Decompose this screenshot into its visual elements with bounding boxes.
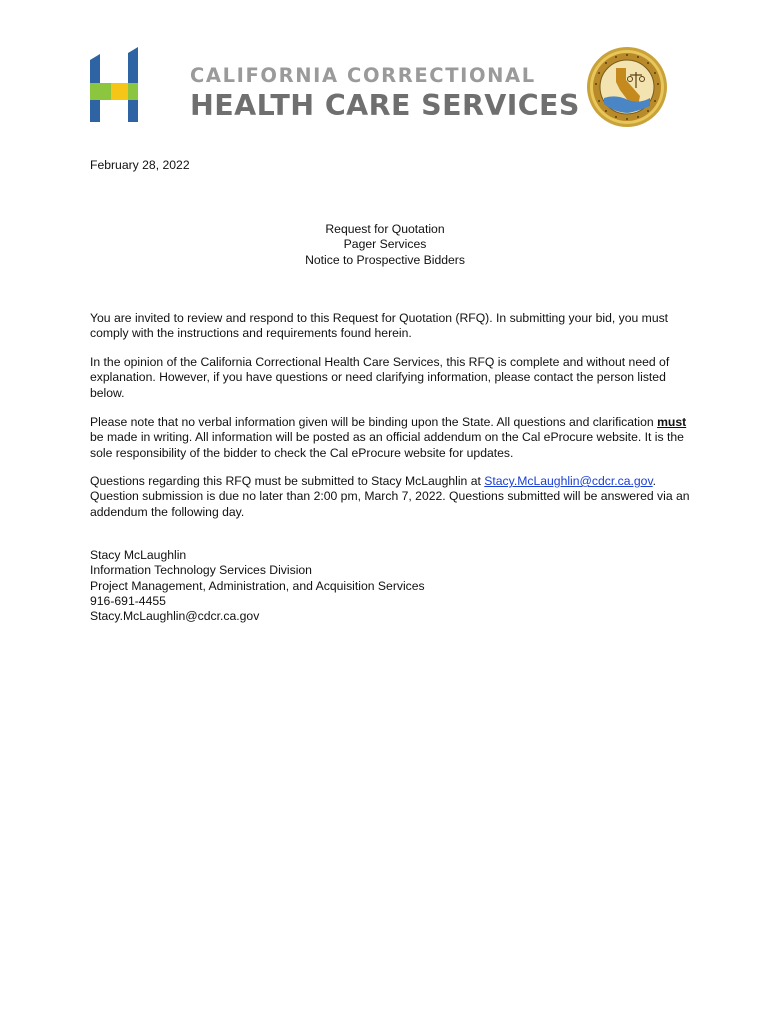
title-line-rfq: Request for Quotation bbox=[325, 222, 445, 236]
letter-title-block bbox=[90, 222, 680, 268]
paragraph-questions-after: . Question submission is due no later than 2:00 pm, March 7, 2022. Questions submitted will be answered via an addendum the following day. bbox=[90, 474, 690, 519]
contact-block bbox=[90, 548, 690, 624]
cchcs-h-logo-icon bbox=[90, 47, 146, 122]
title-line-service: Pager Services bbox=[343, 237, 427, 252]
paragraph-verbal-notice bbox=[90, 415, 690, 461]
paragraph-questions bbox=[90, 474, 690, 520]
must-emphasis: must bbox=[657, 415, 687, 429]
paragraph-invitation: You are invited to review and respond to this Request for Quotation (RFQ). In submitting your bid, you must comply with the instructions and requirements found herein. bbox=[90, 311, 669, 341]
org-name-line2: HEALTH CARE SERVICES bbox=[190, 89, 580, 122]
paragraph-opinion: In the opinion of the California Correctional Health Care Services, this RFQ is complete and without need of explanation. However, if you have questions or need clarifying information, please contact the person listed below. bbox=[90, 355, 670, 400]
org-name bbox=[190, 63, 580, 123]
org-name-line1: CALIFORNIA CORRECTIONAL bbox=[190, 64, 536, 87]
title-line-notice: Notice to Prospective Bidders bbox=[305, 252, 465, 267]
cdcr-state-seal-icon bbox=[586, 46, 668, 128]
paragraph-verbal-notice-after: be made in writing. All information will be posted as an official addendum on the Cal eProcure website. It is the sole responsibility of the bidder to check the Cal eProcure website for updates. bbox=[90, 430, 684, 460]
contact-division: Information Technology Services Division bbox=[90, 563, 312, 578]
contact-email: Stacy.McLaughlin@cdcr.ca.gov bbox=[90, 609, 260, 624]
contact-unit: Project Management, Administration, and Acquisition Services bbox=[90, 578, 425, 593]
contact-phone: 916-691-4455 bbox=[90, 593, 166, 608]
paragraph-verbal-notice-before: Please note that no verbal information given will be binding upon the State. All questions and clarification bbox=[90, 415, 658, 429]
paragraph-questions-before: Questions regarding this RFQ must be submitted to Stacy McLaughlin at bbox=[90, 474, 485, 488]
contact-name: Stacy McLaughlin bbox=[90, 548, 187, 562]
contact-email-link[interactable]: Stacy.McLaughlin@cdcr.ca.gov bbox=[484, 474, 653, 488]
letter-date: February 28, 2022 bbox=[90, 158, 190, 172]
